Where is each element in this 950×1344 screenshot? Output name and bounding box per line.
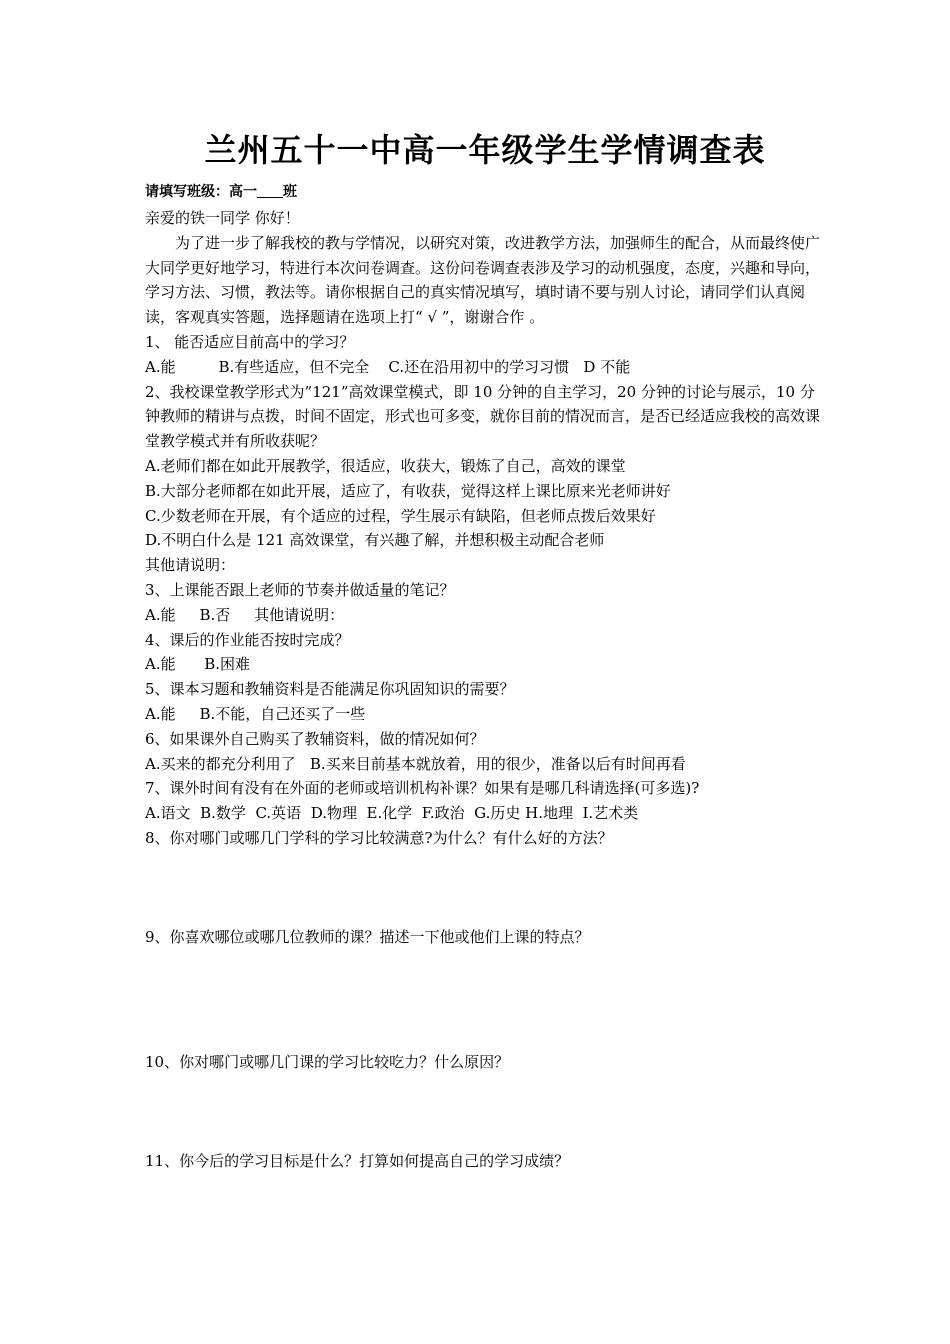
page-title: 兰州五十一中高一年级学生学情调查表 — [204, 131, 766, 169]
question-1-options: A.能 B.有些适应，但不完全 C.还在沿用初中的学习习惯 D 不能 — [145, 357, 631, 376]
question-9: 9、你喜欢哪位或哪几位教师的课？描述一下他或他们上课的特点？ — [145, 927, 590, 946]
class-blank[interactable] — [257, 183, 283, 198]
class-field — [145, 182, 825, 202]
question-5: 5、课本习题和教辅资料是否能满足你巩固知识的需要？ — [145, 680, 515, 699]
answer-space-9[interactable] — [145, 950, 825, 1050]
question-1: 1、 能否适应目前高中的学习？ — [145, 332, 355, 351]
question-10: 10、你对哪门或哪几门课的学习比较吃力？什么原因？ — [145, 1052, 510, 1071]
answer-space-10[interactable] — [145, 1074, 825, 1149]
question-6-options: A.买来的都充分利用了 B.买来目前基本就放着，用的很少，准备以后有时间再看 — [145, 754, 686, 773]
question-7: 7、课外时间有没有在外面的老师或培训机构补课？如果有是哪几科请选择(可多选)? — [145, 779, 700, 798]
question-2-other: 其他请说明： — [145, 556, 236, 575]
question-2-option-a: A.老师们都在如此开展教学，很适应，收获大，锻炼了自己，高效的课堂 — [145, 456, 626, 475]
question-3: 3、上课能否跟上老师的节奏并做适量的笔记？ — [145, 580, 455, 599]
answer-space-8[interactable] — [145, 851, 825, 925]
question-4-options: A.能 B.困难 — [145, 655, 251, 674]
question-2-option-c: C.少数老师在开展，有个适应的过程，学生展示有缺陷，但老师点拨后效果好 — [145, 506, 656, 525]
question-7-options: A.语文 B.数学 C.英语 D.物理 E.化学 F.政治 G.历史 H.地理 I.艺术类 — [145, 804, 639, 823]
question-5-options: A.能 B.不能，自己还买了一些 — [145, 704, 366, 723]
question-4: 4、课后的作业能否按时完成？ — [145, 630, 350, 649]
class-label-suffix: 班 — [283, 184, 297, 200]
question-11: 11、你今后的学习目标是什么？打算如何提高自己的学习成绩？ — [145, 1152, 570, 1171]
intro-paragraph: 为了进一步了解我校的教与学情况，以研究对策，改进教学方法，加强师生的配合，从而最终使广大同学更好地学习，特进行本次问卷调查。这份问卷调查表涉及学习的动机强度，态度，兴趣和导向，学习方法、习惯，教法等。请你根据自己的真实情况填写，填时请不要与别人讨论，请同学们认真阅读，客观真实答题，选择题请在选项上打“ √ ”，谢谢合作 。 — [145, 233, 821, 327]
question-8: 8、你对哪门或哪几门学科的学习比较满意?为什么？有什么好的方法？ — [145, 828, 613, 847]
question-6: 6、如果课外自己购买了教辅资料，做的情况如何？ — [145, 729, 485, 748]
survey-page — [145, 128, 825, 1174]
question-2-option-b: B.大部分老师都在如此开展，适应了，有收获，觉得这样上课比原来光老师讲好 — [145, 481, 671, 500]
question-2: 2、我校课堂教学形式为”121”高效课堂模式，即 10 分钟的自主学习，20 分钟的讨论与展示，10 分钟教师的精讲与点拨，时间不固定，形式也可多变，就你目前的情况而言，是否已经适应我校的高效课堂教学模式并有所收获呢？ — [145, 382, 821, 451]
question-3-options: A.能 B.否 其他请说明： — [145, 605, 345, 624]
question-2-option-d: D.不明白什么是 121 高效课堂，有兴趣了解，并想积极主动配合老师 — [145, 531, 605, 550]
greeting: 亲爱的铁一同学 你好！ — [145, 209, 300, 227]
class-label-prefix: 请填写班级：高一 — [145, 184, 257, 200]
